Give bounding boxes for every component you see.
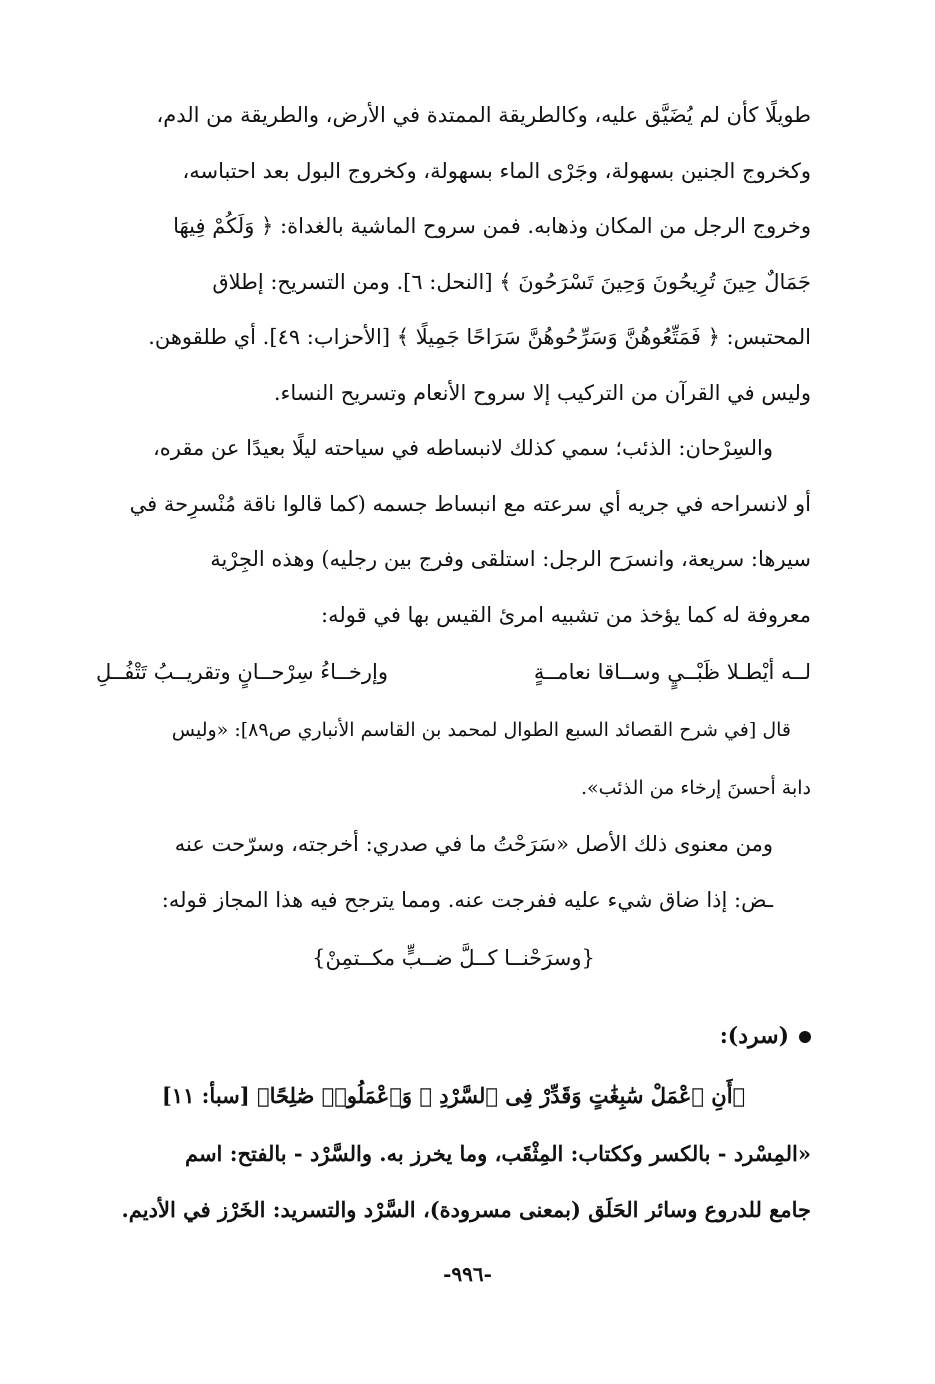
- paragraph-4: [96, 1126, 811, 1238]
- text-line: جامع للدروع وسائر الحَلَق (بمعنى مسرودة)، السَّرْد والتسريد: الخَرْز في الأديم.: [121, 1197, 811, 1222]
- text-line: المحتبس: ﴿ فَمَتِّعُوهُنَّ وَسَرِّحُوهُنَّ سَرَاحًا جَمِيلًا ﴾ [الأحزاب: ٤٩]. أي طلقوهن.: [148, 325, 811, 349]
- text-line: «المِسْرد - بالكسر وككتاب: المِثْقَب، وما يخرز به. والسَّرْد - بالفتح: اسم: [184, 1141, 811, 1166]
- bullet-icon: [799, 1031, 811, 1043]
- text-line: والسِرْحان: الذئب؛ سمي كذلك لانبساطه في سياحته ليلًا بعيدًا عن مقره،: [153, 436, 773, 460]
- paragraph-3: [96, 817, 811, 928]
- note-line: دابة أحسنَ إرخاء من الذئب».: [580, 777, 811, 799]
- section-heading: [96, 1006, 811, 1066]
- heading-text: (سرد):: [719, 1023, 789, 1049]
- page-number: -٩٩٦-: [443, 1262, 492, 1286]
- text-line: جَمَالٌ حِينَ تُرِيحُونَ وَحِينَ تَسْرَحُونَ ﴾ [النحل: ٦]. ومن التسريح: إطلاق: [212, 269, 811, 294]
- text-line: معروفة له كما يؤخذ من تشبيه امرئ القيس بها في قوله:: [321, 602, 811, 627]
- text-line: ـض: إذا ضاق شيء عليه ففرجت عنه. ومما يترجح فيه هذا المجاز قوله:: [161, 887, 773, 912]
- text-line: وخروج الرجل من المكان وذهابه. فمن سروح الماشية بالغداة: ﴿ وَلَكُمْ فِيهَا: [173, 214, 811, 238]
- text-line: سيرها: سريعة، وانسرَح الرجل: استلقى وفرج بين رجليه) وهذه الجِرْية: [210, 547, 811, 571]
- note-line: قال [في شرح القصائد السبع الطوال لمحمد بن القاسم الأنباري ص٨٩]: «وليس: [171, 719, 791, 741]
- verse-first-hemistich: لــه أيْطـلا ظَبْــيٍ وســاقا نعامــةٍ: [533, 660, 811, 684]
- paragraph-2: [96, 421, 811, 643]
- verse-second-hemistich: وإرخــاءُ سِرْحــانٍ وتقريــبُ تَتْفُــلِ: [96, 660, 388, 684]
- centered-quote: {وسرَحْنــا كــلَّ ضــبٍّ مكــتمِنْ}: [312, 946, 595, 970]
- text-line: أو لانسراحه في جريه أي سرعته مع انبساط جسمه (كما قالوا ناقة مُنْسرِحة في: [129, 491, 811, 516]
- quoted-note: [96, 701, 811, 817]
- text-line: وليس في القرآن من التركيب إلا سروح الأنعام وتسريح النساء.: [273, 380, 811, 405]
- poetry-verse: [96, 643, 811, 701]
- text-line: وكخروج الجنين بسهولة، وجَرْى الماء بسهولة، وكخروج البول بعد احتباسه،: [182, 158, 811, 183]
- paragraph-1: [96, 88, 811, 421]
- page-body: [96, 88, 811, 1238]
- text-line: طويلًا كأن لم يُضَيَّق عليه، وكالطريقة الممتدة في الأرض، والطريقة من الدم،: [156, 103, 811, 127]
- quran-verse: ﴿أَنِ ٱعْمَلْ سَٰبِغَٰتٍ وَقَدِّرْ فِى ٱلسَّرْدِ ۖ وَٱعْمَلُوا۟ صَٰلِحًا﴾ [سبأ: ١١]: [161, 1083, 746, 1108]
- text-line: ومن معنوى ذلك الأصل «سَرَحْتُ ما في صدري: أخرجته، وسرّحت عنه: [174, 832, 773, 856]
